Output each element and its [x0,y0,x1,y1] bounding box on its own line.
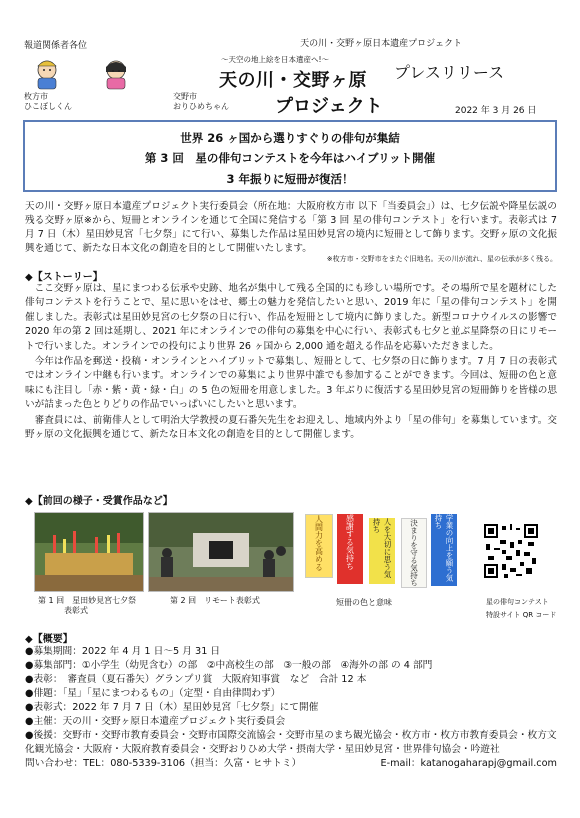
story-section [25,282,557,442]
overview-categories: ●募集部門：①小学生（幼児含む）の部 ②中高校生の部 ③一般の部 ④海外の部 の 4 部門 [25,659,433,671]
overview-theme: ●俳題：「星」「星にまつわるもの」（定型・自由律問わず） [25,687,281,699]
photos-heading: ◆【前回の様子・受賞作品など】 [25,496,173,507]
headline-line-1: 世界 26 ヶ国から選りすぐりの俳句が集結 [180,131,400,145]
overview-heading: ◆【概要】 [25,634,73,645]
headline-line-3: 3 年振りに短冊が復活！ [226,171,354,186]
tanzaku-white: 決まりを守る気持ち [401,518,427,588]
hikoboshi-label: 枚方市 ひこぼしくん [24,92,72,111]
qr-caption: 星の俳句コンテスト 特設サイト QR コード [486,598,557,619]
hikoboshi-mascot [24,58,70,90]
photo-remote-ceremony [148,512,294,592]
story-paragraph-3: 審査員には、前衛俳人として明治大学教授の夏石番矢先生をお迎えし、地域内外より「星の俳句」を募集しています。交野ヶ原の文化振興を通じて、新たな日本文化の創造を目的として開催します。 [25,414,557,440]
tanzaku-yellow: 人を大切に思う気持ち [369,518,395,584]
release-date: 2022 年 3 月 26 日 [455,106,537,116]
project-name: 天の川・交野ヶ原日本遺産プロジェクト [300,39,462,49]
tanzaku-blue: 学業の向上を願う気持ち [431,514,457,586]
overview-period: ●募集期間：2022 年 4 月 1 日〜5 月 31 日 [25,646,221,657]
logo-main: 天の川・交野ヶ原 [219,70,367,91]
logo-tagline: 〜天空の地上絵を日本遺産へ!〜 [221,55,330,64]
story-heading: ◆【ストーリー】 [25,272,103,283]
tanzaku-display [301,512,459,590]
qr-code[interactable] [484,524,538,578]
press-addressee: 報道関係者各位 [24,41,88,51]
overview-awards: ●表彰： 審査員（夏石番矢）グランプリ賞 大阪府知事賞 など 合計 12 本 [25,673,367,685]
tanzaku-red: 感謝する気持ち [337,514,363,584]
orihime-label: 交野市 おりひめちゃん [173,92,229,111]
photo1-caption: 第 1 回 星田妙見宮七夕祭 表彰式 [38,596,137,616]
headline-box [23,120,557,192]
intro-paragraph: 天の川・交野ヶ原日本遺産プロジェクト実行委員会（所在地：大阪府枚方市 以下「当委員会」）は、七夕伝説や降星伝説の残る交野ヶ原※から、短冊とオンラインを通じて全国に発信する「第 3 回 星の俳句コンテスト」を行います。表彰式は 7 月 7 日（木）星田妙見宮「七夕祭」にて行い、募集した作品は星田妙見宮の境内に短冊として飾ります。交野ヶ原の文化振興を通じて、新たな日本文化の創造を目的として開催いたします。 [25,201,557,254]
tanzaku-yellow-orange: 人間力を高める [305,514,333,578]
story-paragraph-2: 今年は作品を郵送・投稿・オンラインとハイブリットで募集し、短冊として、七夕祭の日に飾ります。7 月 7 日の表彰式ではオンライン中継も行います。オンラインでの募集により世界中誰でも参加することができます。今回は、短冊の色と意味にも注目し「赤・紫・黄・緑・白」の 5 色の短冊を用意しました。3 年ぶりに復活する星田妙見宮の短冊飾りを皆様の思いが詰まった色とりどりの作品でいっぱいにしたいと思います。 [25,355,557,411]
photo-first-ceremony [34,512,144,592]
headline-line-2: 第 3 回 星の俳句コンテストを今年はハイブリット開催 [144,151,436,166]
contact-email[interactable]: E-mail：katanogaharapj@gmail.com [380,757,557,769]
orihime-mascot [93,58,139,90]
tanzaku-caption: 短冊の色と意味 [336,598,392,607]
photo2-caption: 第 2 回 リモート表彰式 [170,596,260,605]
contact-phone[interactable]: 問い合わせ：TEL：080-5339-3106（担当：久富・ヒサトミ） [25,757,302,769]
story-paragraph-1: ここ交野ヶ原は、星にまつわる伝承や史跡、地名が集中して残る全国的にも珍しい場所です。その場所で星を題材にした俳句コンテストを行うことで、星に思いをはせ、郷土の魅力を発信したいと思い、2019 年に「星の俳句コンテスト」を開催しました。表彰式は星田妙見宮の七夕祭の日に行い、作品を短冊として境内に飾りました。新型コロナウイルスの影響で 2020 年の第 2 回は延期し、2021 年にオンラインでの俳句の募集を中心に行い、表彰式も七夕と並ぶ星降祭の日にリモートで行いました。オンラインでの投句により世界 26 ヶ国から 2,000 通を超える作品を応募いただきました。 [25,283,557,352]
press-release-title: プレスリリース [394,63,505,82]
contact-row [25,757,557,771]
overview-sponsors: ●後援：交野市・交野市教育委員会・交野市国際交流協会・交野市星のまち観光協会・枚方市・枚方市教育委員会・枚方文化観光協会・大阪府・大阪府教育委員会・交野おりひめ大学・摂南大学・星田妙見宮・世界俳句協会・吟遊社 [25,729,557,755]
logo-sub: プロジェクト [275,96,383,117]
overview-ceremony: ●表彰式：2022 年 7 月 7 日（木）星田妙見宮「七夕祭」にて開催 [25,701,319,713]
overview-list [25,645,557,771]
intro-footnote: ※枚方市・交野市をまたぐ旧地名。天の川が流れ、星の伝承が多く残る。 [326,255,557,263]
overview-organizer: ●主催：天の川・交野ヶ原日本遺産プロジェクト実行委員会 [25,715,286,727]
